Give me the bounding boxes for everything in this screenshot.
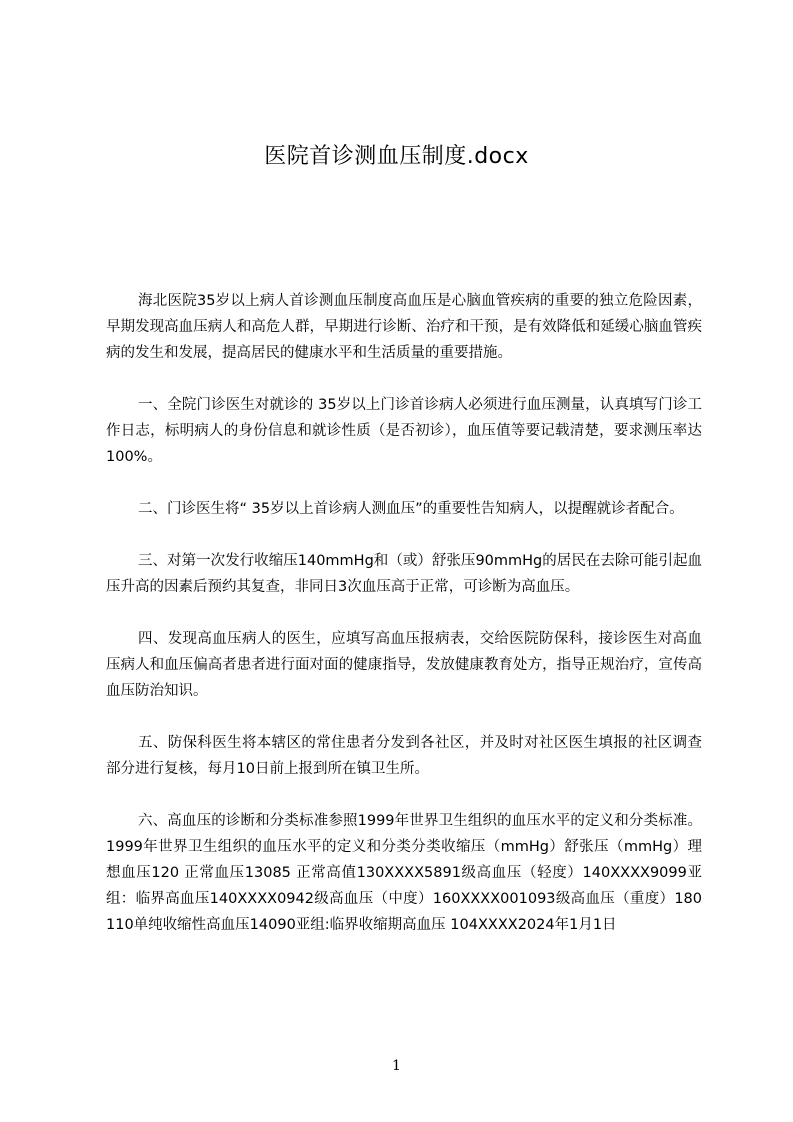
rule-six-paragraph: 六、高血压的诊断和分类标准参照1999年世界卫生组织的血压水平的定义和分类标准。1999年世界卫生组织的血压水平的定义和分类分类收缩压（mmHg）舒张压（mmHg）理想血压120 正常血压13085 正常高值130XXXX5891级高血压（轻度）140XXXX9099亚组：临界高血压140XXXX0942级高血压（中度）160XXXX001093级高血压（重度）180110单纯收缩性高血压14090亚组:临界收缩期高血压 104XXXX2024年1月1日	[106, 813, 702, 933]
rule-four-paragraph: 四、发现高血压病人的医生，应填写高血压报病表，交给医院防保科，接诊医生对高血压病人和血压偏高者患者进行面对面的健康指导，发放健康教育处方，指导正规治疗，宣传高血压防治知识。	[106, 631, 702, 699]
rule-one-paragraph: 一、全院门诊医生对就诊的 35岁以上门诊首诊病人必须进行血压测量，认真填写门诊工作日志，标明病人的身份信息和就诊性质（是否初诊），血压值等要记载清楚，要求测压率达100%。	[106, 397, 702, 465]
rule-three-paragraph: 三、对第一次发行收缩压140mmHg和（或）舒张压90mmHg的居民在去除可能引起血压升高的因素后预约其复查，非同日3次血压高于正常，可诊断为高血压。	[106, 553, 702, 595]
rule-five-paragraph: 五、防保科医生将本辖区的常住患者分发到各社区，并及时对社区医生填报的社区调查部分进行复核，每月10日前上报到所在镇卫生所。	[106, 735, 702, 777]
page-number: 1	[392, 1058, 401, 1074]
rule-two-paragraph: 二、门诊医生将“ 35岁以上首诊病人测血压”的重要性告知病人，以提醒就诊者配合。	[138, 501, 684, 517]
document-body	[106, 288, 702, 964]
document-title: 医院首诊测血压制度.docx	[264, 144, 529, 169]
intro-paragraph: 海北医院35岁以上病人首诊测血压制度高血压是心脑血管疾病的重要的独立危险因素，早期发现高血压病人和高危人群，早期进行诊断、治疗和干预，是有效降低和延缓心脑血管疾病的发生和发展，提高居民的健康水平和生活质量的重要措施。	[106, 293, 702, 361]
